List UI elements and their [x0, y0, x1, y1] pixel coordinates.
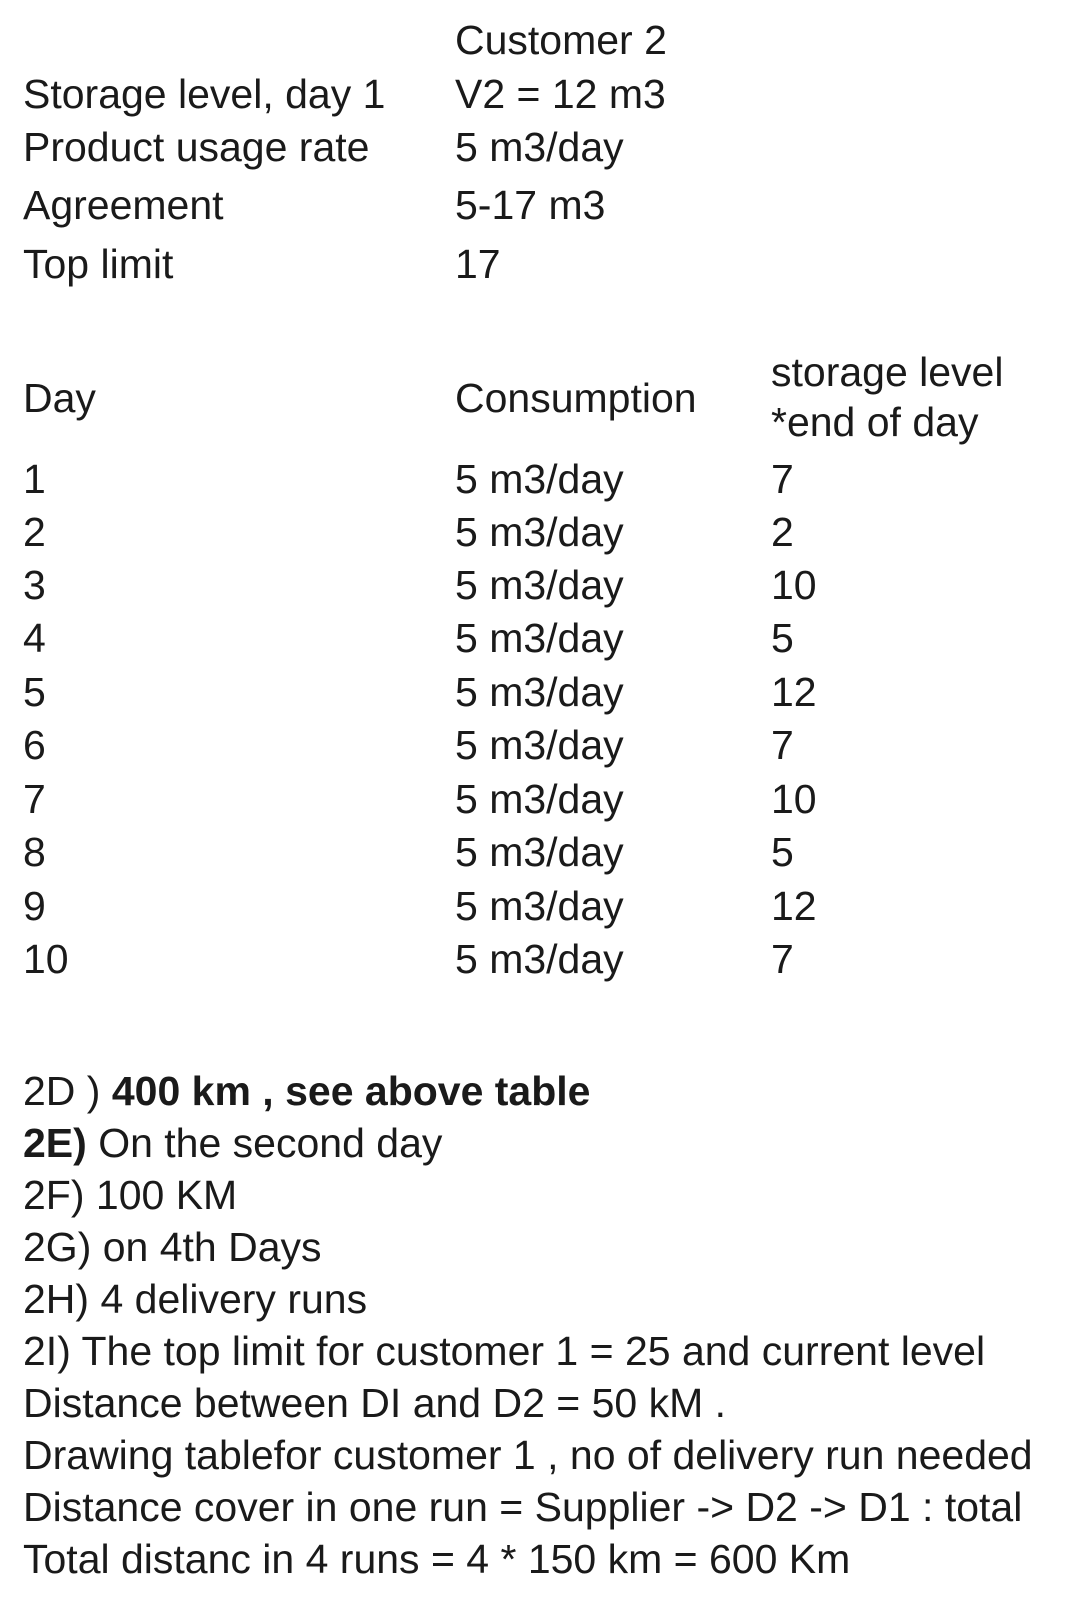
- table-row-day: 2: [23, 509, 46, 555]
- answer-2e-label: 2E): [23, 1120, 87, 1166]
- total-distance: Total distanc in 4 runs = 4 * 150 km = 600 Km: [23, 1536, 851, 1582]
- agreement-label: Agreement: [23, 182, 224, 228]
- table-row-storage: 12: [771, 669, 817, 715]
- table-header-storage-line2: *end of day: [771, 399, 979, 445]
- table-row-consumption: 5 m3/day: [455, 722, 624, 768]
- usage-rate-value: 5 m3/day: [455, 124, 624, 170]
- usage-rate-label: Product usage rate: [23, 124, 370, 170]
- table-header-consumption: Consumption: [455, 375, 697, 421]
- table-row-storage: 7: [771, 722, 794, 768]
- table-row-storage: 12: [771, 883, 817, 929]
- table-row-day: 4: [23, 615, 46, 661]
- storage-level-label: Storage level, day 1: [23, 71, 386, 117]
- table-row-day: 10: [23, 936, 69, 982]
- table-row-storage: 7: [771, 456, 794, 502]
- table-row-day: 8: [23, 829, 46, 875]
- agreement-value: 5-17 m3: [455, 182, 606, 228]
- table-row-day: 7: [23, 776, 46, 822]
- table-row-storage: 10: [771, 562, 817, 608]
- top-limit-label: Top limit: [23, 241, 174, 287]
- answer-2i: 2I) The top limit for customer 1 = 25 and current level: [23, 1328, 986, 1374]
- table-row-day: 5: [23, 669, 46, 715]
- storage-level-value: V2 = 12 m3: [455, 71, 666, 117]
- distance-d1-d2: Distance between DI and D2 = 50 kM .: [23, 1380, 727, 1426]
- table-row-day: 6: [23, 722, 46, 768]
- answer-2d-value: 400 km , see above table: [111, 1068, 591, 1114]
- table-row-consumption: 5 m3/day: [455, 883, 624, 929]
- table-row-storage: 2: [771, 509, 794, 555]
- answer-2d: [23, 1065, 1080, 1117]
- answer-2f: 2F) 100 KM: [23, 1172, 238, 1218]
- table-row-consumption: 5 m3/day: [455, 776, 624, 822]
- table-row-consumption: 5 m3/day: [455, 829, 624, 875]
- table-row-storage: 10: [771, 776, 817, 822]
- table-row-storage: 5: [771, 615, 794, 661]
- table-row-consumption: 5 m3/day: [455, 456, 624, 502]
- drawing-table-note: Drawing tablefor customer 1 , no of delivery run needed: [23, 1432, 1033, 1478]
- table-row-storage: 7: [771, 936, 794, 982]
- table-row-consumption: 5 m3/day: [455, 936, 624, 982]
- answer-2h: 2H) 4 delivery runs: [23, 1276, 368, 1322]
- answer-2e: [23, 1117, 1080, 1169]
- answer-2d-prefix: 2D ): [23, 1068, 112, 1114]
- table-row-day: 9: [23, 883, 46, 929]
- answer-2e-value: On the second day: [86, 1120, 443, 1166]
- distance-per-run: Distance cover in one run = Supplier -> D2 -> D1 : total: [23, 1484, 1023, 1530]
- answers-block: [23, 1065, 1080, 1585]
- table-header-storage-line1: storage level: [771, 349, 1004, 395]
- customer-header: Customer 2: [455, 17, 667, 63]
- table-row-consumption: 5 m3/day: [455, 669, 624, 715]
- table-row-storage: 5: [771, 829, 794, 875]
- top-limit-value: 17: [455, 241, 501, 287]
- table-header-day: Day: [23, 375, 96, 421]
- table-row-consumption: 5 m3/day: [455, 615, 624, 661]
- table-row-day: 1: [23, 456, 46, 502]
- table-row-day: 3: [23, 562, 46, 608]
- answer-2g: 2G) on 4th Days: [23, 1224, 322, 1270]
- table-row-consumption: 5 m3/day: [455, 509, 624, 555]
- table-row-consumption: 5 m3/day: [455, 562, 624, 608]
